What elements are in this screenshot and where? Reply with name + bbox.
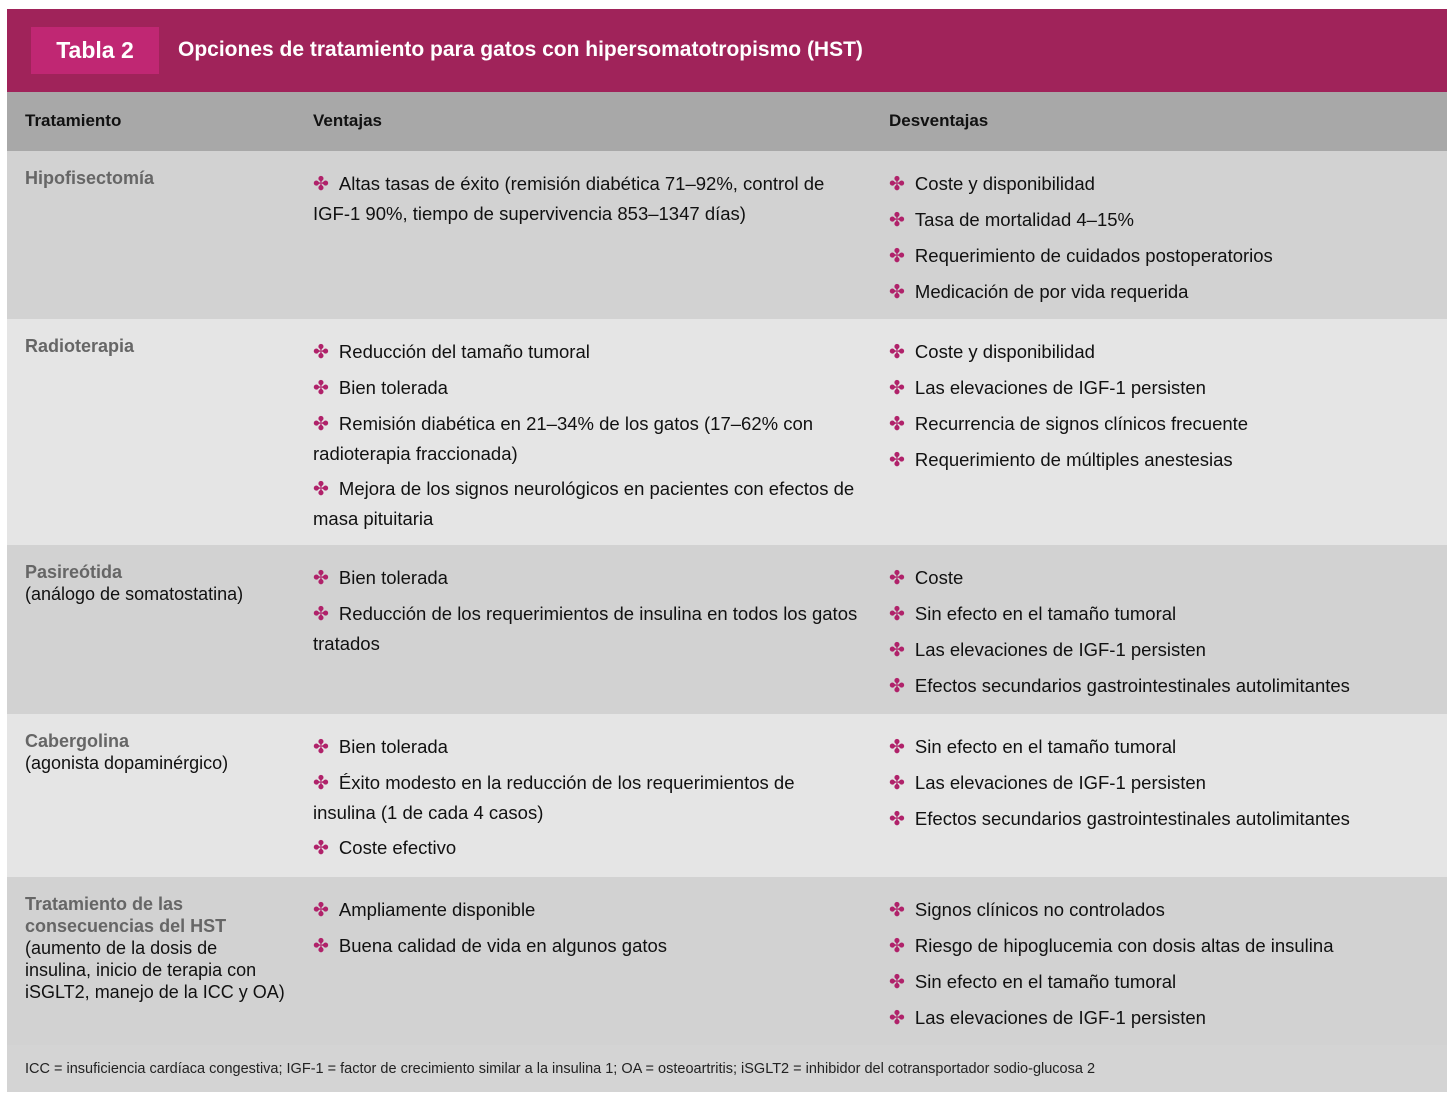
table-header-row [7,92,1447,151]
treatment-name: Radioterapia [25,336,135,356]
cross-flower-icon: ✤ [889,1008,905,1029]
list-item [889,732,1437,762]
list-item [313,895,861,925]
list-item [889,768,1437,798]
treatment-subtitle: (aumento de la dosis de insulina, inicio de terapia con iSGLT2, manejo de la ICC y OA) [25,938,285,1002]
advantages-cell [313,563,861,664]
list-item [889,895,1437,925]
cross-flower-icon: ✤ [889,737,905,758]
list-item [889,635,1437,665]
table-title: Opciones de tratamiento para gatos con hipersomatotropismo (HST) [178,38,863,61]
cross-flower-icon: ✤ [313,342,329,363]
list-item-text: Efectos secundarios gastrointestinales autolimitantes [914,808,1350,829]
list-item-text: Bien tolerada [338,377,448,398]
list-item [889,445,1437,475]
advantages-cell [313,895,861,967]
list-item-text: Efectos secundarios gastrointestinales autolimitantes [914,675,1350,696]
advantages-cell [313,732,861,869]
cross-flower-icon: ✤ [889,414,905,435]
table-row [7,545,1447,714]
list-item-text: Bien tolerada [338,736,448,757]
list-item [889,373,1437,403]
cross-flower-icon: ✤ [313,900,329,921]
list-item [313,732,861,762]
list-item [889,277,1437,307]
list-item [313,931,861,961]
cross-flower-icon: ✤ [313,174,329,195]
cross-flower-icon: ✤ [889,972,905,993]
header-ventajas: Ventajas [313,111,382,130]
list-item-text: Recurrencia de signos clínicos frecuente [914,413,1249,434]
list-item [889,967,1437,997]
list-item [313,474,861,533]
list-item-text: Sin efecto en el tamaño tumoral [914,603,1177,624]
advantages-cell [313,169,861,234]
list-item-text: Las elevaciones de IGF-1 persisten [914,1007,1206,1028]
list-item-text: Ampliamente disponible [338,899,536,920]
disadvantages-cell [889,169,1437,313]
disadvantages-cell [889,895,1437,1039]
cross-flower-icon: ✤ [313,414,329,435]
list-item [889,1003,1437,1033]
list-item-text: Medicación de por vida requerida [914,281,1189,302]
list-item-text: Coste [914,567,964,588]
table-number-badge: Tabla 2 [31,27,159,74]
list-item-text: Reducción de los requerimientos de insulina en todos los gatos tratados [313,603,858,654]
cross-flower-icon: ✤ [313,773,329,794]
footnote-text: ICC = insuficiencia cardíaca congestiva; IGF-1 = factor de crecimiento similar a la insulina 1; OA = osteoartritis; iSGLT2 = inhibidor del cotransportador sodio-glucosa 2 [25,1061,1096,1077]
list-item [313,563,861,593]
table-row [7,877,1447,1047]
list-item-text: Remisión diabética en 21–34% de los gatos (17–62% con radioterapia fraccionada) [313,413,814,464]
cross-flower-icon: ✤ [889,378,905,399]
list-item-text: Requerimiento de múltiples anestesias [914,449,1233,470]
cross-flower-icon: ✤ [889,210,905,231]
table-row [7,319,1447,545]
table-footnote [7,1045,1447,1092]
list-item [889,563,1437,593]
list-item [889,205,1437,235]
list-item [313,599,861,658]
treatment-name: Pasireótida [25,562,123,582]
treatment-name: Cabergolina [25,731,130,751]
treatment-cell [25,167,287,189]
cross-flower-icon: ✤ [889,450,905,471]
cross-flower-icon: ✤ [313,737,329,758]
disadvantages-cell [889,563,1437,707]
list-item-text: Las elevaciones de IGF-1 persisten [914,639,1206,660]
treatment-name: Tratamiento de las consecuencias del HST [25,894,227,936]
treatment-name: Hipofisectomía [25,168,155,188]
treatment-cell [25,561,287,605]
cross-flower-icon: ✤ [313,568,329,589]
list-item [889,241,1437,271]
table-row [7,714,1447,877]
list-item-text: Requerimiento de cuidados postoperatorios [914,245,1273,266]
list-item-text: Coste y disponibilidad [914,173,1095,194]
cross-flower-icon: ✤ [313,604,329,625]
treatment-cell [25,730,287,774]
cross-flower-icon: ✤ [889,342,905,363]
cross-flower-icon: ✤ [889,174,905,195]
cross-flower-icon: ✤ [889,936,905,957]
list-item-text: Las elevaciones de IGF-1 persisten [914,377,1206,398]
list-item-text: Signos clínicos no controlados [914,899,1165,920]
cross-flower-icon: ✤ [313,936,329,957]
treatment-subtitle: (agonista dopaminérgico) [25,753,229,773]
list-item [889,337,1437,367]
list-item [889,599,1437,629]
disadvantages-cell [889,732,1437,840]
cross-flower-icon: ✤ [313,838,329,859]
list-item [313,409,861,468]
list-item [889,169,1437,199]
cross-flower-icon: ✤ [889,640,905,661]
list-item-text: Sin efecto en el tamaño tumoral [914,736,1177,757]
treatment-cell [25,335,287,357]
cross-flower-icon: ✤ [313,378,329,399]
list-item-text: Tasa de mortalidad 4–15% [914,209,1134,230]
cross-flower-icon: ✤ [889,809,905,830]
list-item-text: Mejora de los signos neurológicos en pacientes con efectos de masa pituitaria [313,478,855,529]
list-item [313,169,861,228]
treatment-cell [25,893,287,1003]
cross-flower-icon: ✤ [889,676,905,697]
disadvantages-cell [889,337,1437,481]
list-item [313,833,861,863]
list-item-text: Altas tasas de éxito (remisión diabética 71–92%, control de IGF-1 90%, tiempo de supervivencia 853–1347 días) [313,173,825,224]
table-frame [7,9,1447,1092]
list-item [889,671,1437,701]
advantages-cell [313,337,861,539]
list-item-text: Sin efecto en el tamaño tumoral [914,971,1177,992]
list-item-text: Las elevaciones de IGF-1 persisten [914,772,1206,793]
cross-flower-icon: ✤ [889,773,905,794]
list-item-text: Coste y disponibilidad [914,341,1095,362]
list-item [313,373,861,403]
cross-flower-icon: ✤ [889,568,905,589]
list-item-text: Buena calidad de vida en algunos gatos [338,935,668,956]
list-item [313,337,861,367]
list-item-text: Riesgo de hipoglucemia con dosis altas de insulina [914,935,1334,956]
table-body [7,151,1447,1047]
cross-flower-icon: ✤ [889,246,905,267]
cross-flower-icon: ✤ [313,479,329,500]
header-tratamiento: Tratamiento [25,111,122,130]
list-item-text: Coste efectivo [338,837,457,858]
list-item [313,768,861,827]
list-item [889,804,1437,834]
list-item [889,931,1437,961]
cross-flower-icon: ✤ [889,900,905,921]
list-item-text: Reducción del tamaño tumoral [338,341,590,362]
table-row [7,151,1447,319]
table-title-bar [7,9,1447,92]
cross-flower-icon: ✤ [889,604,905,625]
treatment-subtitle: (análogo de somatostatina) [25,584,244,604]
list-item-text: Éxito modesto en la reducción de los requerimientos de insulina (1 de cada 4 casos) [313,772,795,823]
cross-flower-icon: ✤ [889,282,905,303]
list-item-text: Bien tolerada [338,567,448,588]
header-desventajas: Desventajas [889,111,989,130]
list-item [889,409,1437,439]
